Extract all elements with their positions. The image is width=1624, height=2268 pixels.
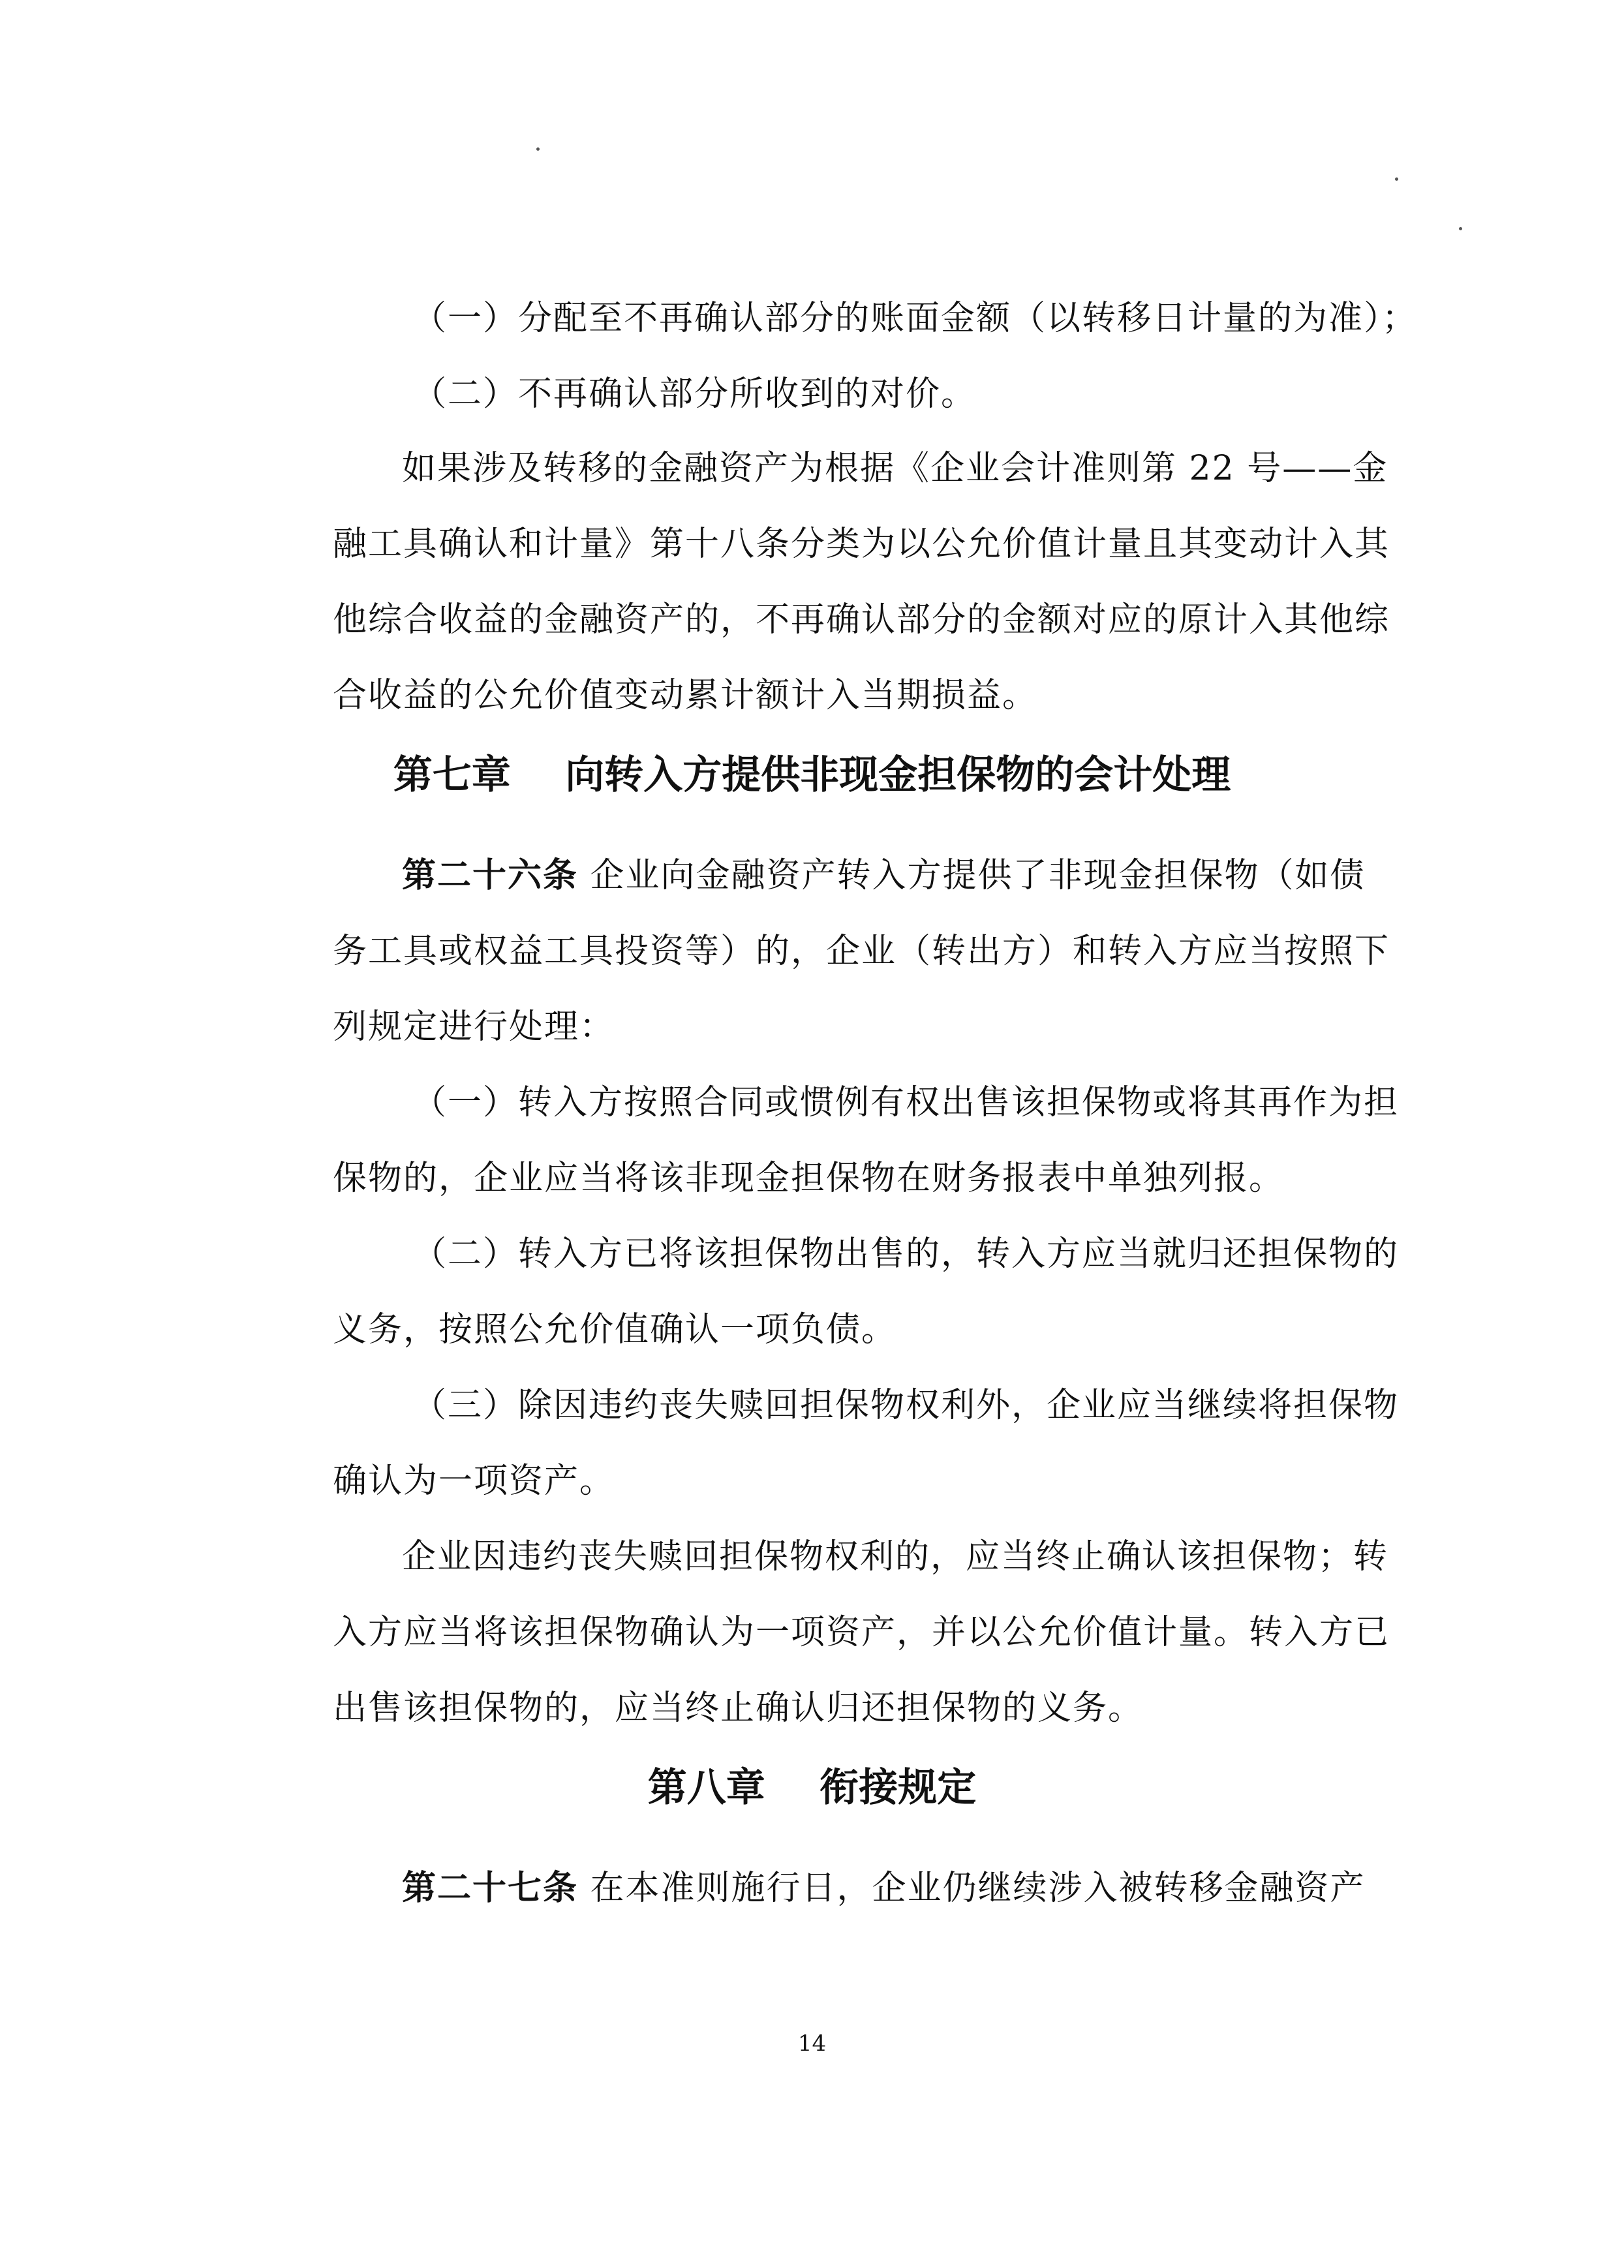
paragraph-line: 他综合收益的金融资产的，不再确认部分的金额对应的原计入其他综	[333, 600, 1390, 639]
paragraph-line: 融工具确认和计量》第十八条分类为以公允价值计量且其变动计入其	[333, 525, 1390, 564]
paragraph-line: 合收益的公允价值变动累计额计入当期损益。	[333, 676, 1038, 715]
article-27-label: 第二十七条	[402, 1869, 579, 1908]
page-number: 14	[797, 2030, 827, 2057]
chapter-7-heading: 第七章 向转入方提供非现金担保物的会计处理	[393, 752, 1231, 798]
paragraph-line: 确认为一项资产。	[333, 1462, 615, 1501]
paragraph-line: （一）分配至不再确认部分的账面金额（以转移日计量的为准）；	[412, 299, 1418, 338]
paragraph-line: （一）转入方按照合同或惯例有权出售该担保物或将其再作为担	[412, 1083, 1400, 1122]
article-26-first-line	[402, 852, 1366, 899]
scan-speck	[1395, 177, 1398, 181]
chapter-8-heading: 第八章 衔接规定	[647, 1765, 977, 1811]
article-26-text: 企业向金融资产转入方提供了非现金担保物（如债	[590, 856, 1366, 895]
scan-speck	[1459, 227, 1462, 230]
article-27-text: 在本准则施行日，企业仍继续涉入被转移金融资产	[590, 1869, 1366, 1908]
paragraph-line: （三）除因违约丧失赎回担保物权利外，企业应当继续将担保物	[412, 1386, 1400, 1425]
paragraph-line: （二）不再确认部分所收到的对价。	[412, 375, 977, 414]
paragraph-line: 义务，按照公允价值确认一项负债。	[333, 1310, 897, 1349]
paragraph-line: 出售该担保物的，应当终止确认归还担保物的义务。	[333, 1689, 1144, 1728]
scan-speck	[536, 147, 540, 151]
article-26-label: 第二十六条	[402, 856, 579, 895]
paragraph-line: 如果涉及转移的金融资产为根据《企业会计准则第 22 号——金	[402, 449, 1388, 488]
paragraph-line: （二）转入方已将该担保物出售的，转入方应当就归还担保物的	[412, 1234, 1400, 1274]
paragraph-line: 入方应当将该担保物确认为一项资产，并以公允价值计量。转入方已	[333, 1613, 1390, 1652]
paragraph-line: 务工具或权益工具投资等）的，企业（转出方）和转入方应当按照下	[333, 932, 1390, 971]
paragraph-line: 保物的，企业应当将该非现金担保物在财务报表中单独列报。	[333, 1159, 1285, 1198]
paragraph-line: 企业因违约丧失赎回担保物权利的，应当终止确认该担保物；转	[402, 1537, 1389, 1576]
paragraph-line: 列规定进行处理：	[333, 1007, 615, 1047]
article-27-first-line	[402, 1865, 1366, 1912]
